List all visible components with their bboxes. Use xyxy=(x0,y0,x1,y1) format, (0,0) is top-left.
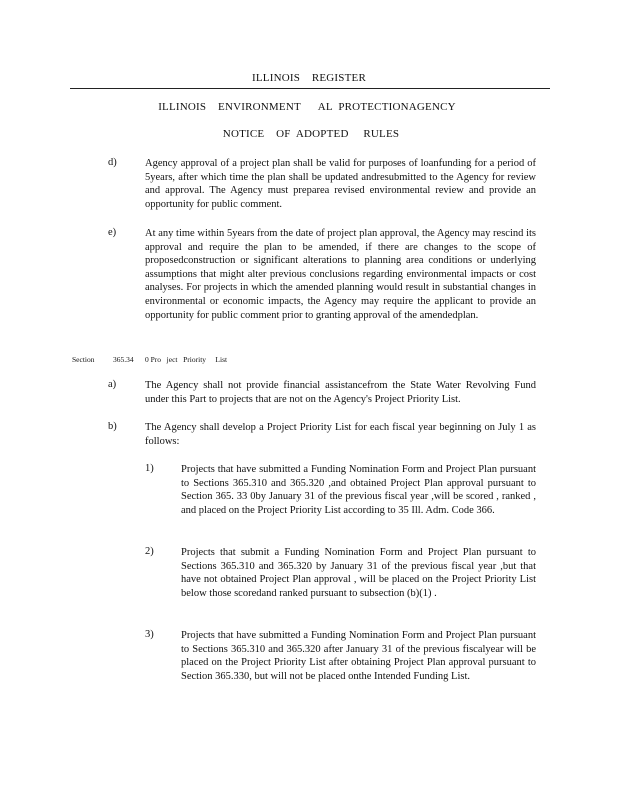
notice-title: NOTICE OF ADOPTED RULES xyxy=(222,128,400,140)
list-item-1-text: Projects that have submitted a Funding Nomination Form and Project Plan pursuant to Sections 365.310 and 365.320 ,and obtained Project Plan approval pursuant to Section 365. 33 0by January 31 of the previous fiscal year ,will be scored , ranked , and placed on the Project Priority List according to 35 Ill. Adm. Code 366. xyxy=(181,464,536,516)
item-d-text: Agency approval of a project plan shall be valid for purposes of loanfunding for a period of 5years, after which time the plan shall be updated andresubmitted to the Agency for review and approval. The Agency must preparea revised environmental review and provide an opportunity for public comment. xyxy=(145,158,536,210)
list-item-1-marker: 1) xyxy=(145,463,154,474)
list-item-2-marker: 2) xyxy=(145,546,154,557)
list-item-3-text: Projects that have submitted a Funding Nomination Form and Project Plan pursuant to Sections 365.310 and 365.320 after January 31 of the previous fiscalyear will be placed on the Project Priority List after obtaining Project Plan approval pursuant to Section 365.330, but will not be placed onthe Intended Funding List. xyxy=(181,630,536,682)
subsection-b-marker: b) xyxy=(108,421,117,432)
register-title: ILLINOIS REGISTER xyxy=(252,72,366,84)
subsection-a-marker: a) xyxy=(108,379,117,390)
header-rule xyxy=(70,88,550,89)
item-e-marker: e) xyxy=(108,227,117,238)
subsection-a-text: The Agency shall not provide financial assistancefrom the State Water Revolving Fund under this Part to projects that are not on the Agency's Project Priority List. xyxy=(145,380,536,405)
item-e-text: At any time within 5years from the date of project plan approval, the Agency may rescind its approval and require the plan to be amended, if there are changes to the scope of proposedconstruction or significant alterations to planning area conditions or underlying assumptions that might alter previous conclusions regarding environmental impacts or cost analyses. For projects in which the amended planning would result in substantial changes in environmental or economic impacts, the Agency may require the applicant to provide an opportunity for public comment prior to granting approval of the amendedplan. xyxy=(145,228,536,321)
list-item-3-marker: 3) xyxy=(145,629,154,640)
section-label: Section xyxy=(72,355,95,364)
subsection-b-text: The Agency shall develop a Project Priority List for each fiscal year beginning on July 1 as follows: xyxy=(145,422,536,447)
agency-name: ILLINOIS ENVIRONMENT AL PROTECTIONAGENCY xyxy=(158,101,456,113)
section-title: 0 Pro ject Priority List xyxy=(145,355,228,364)
item-d-marker: d) xyxy=(108,157,117,168)
section-number: 365.34 xyxy=(113,355,134,364)
list-item-2-text: Projects that submit a Funding Nomination Form and Project Plan pursuant to Sections 365.310 and 365.320 by January 31 of the previous fiscal year ,but that have not obtained Project Plan approval , will be placed on the Project Priority List below those scoredand ranked pursuant to subsection (b)(1) . xyxy=(181,547,536,599)
